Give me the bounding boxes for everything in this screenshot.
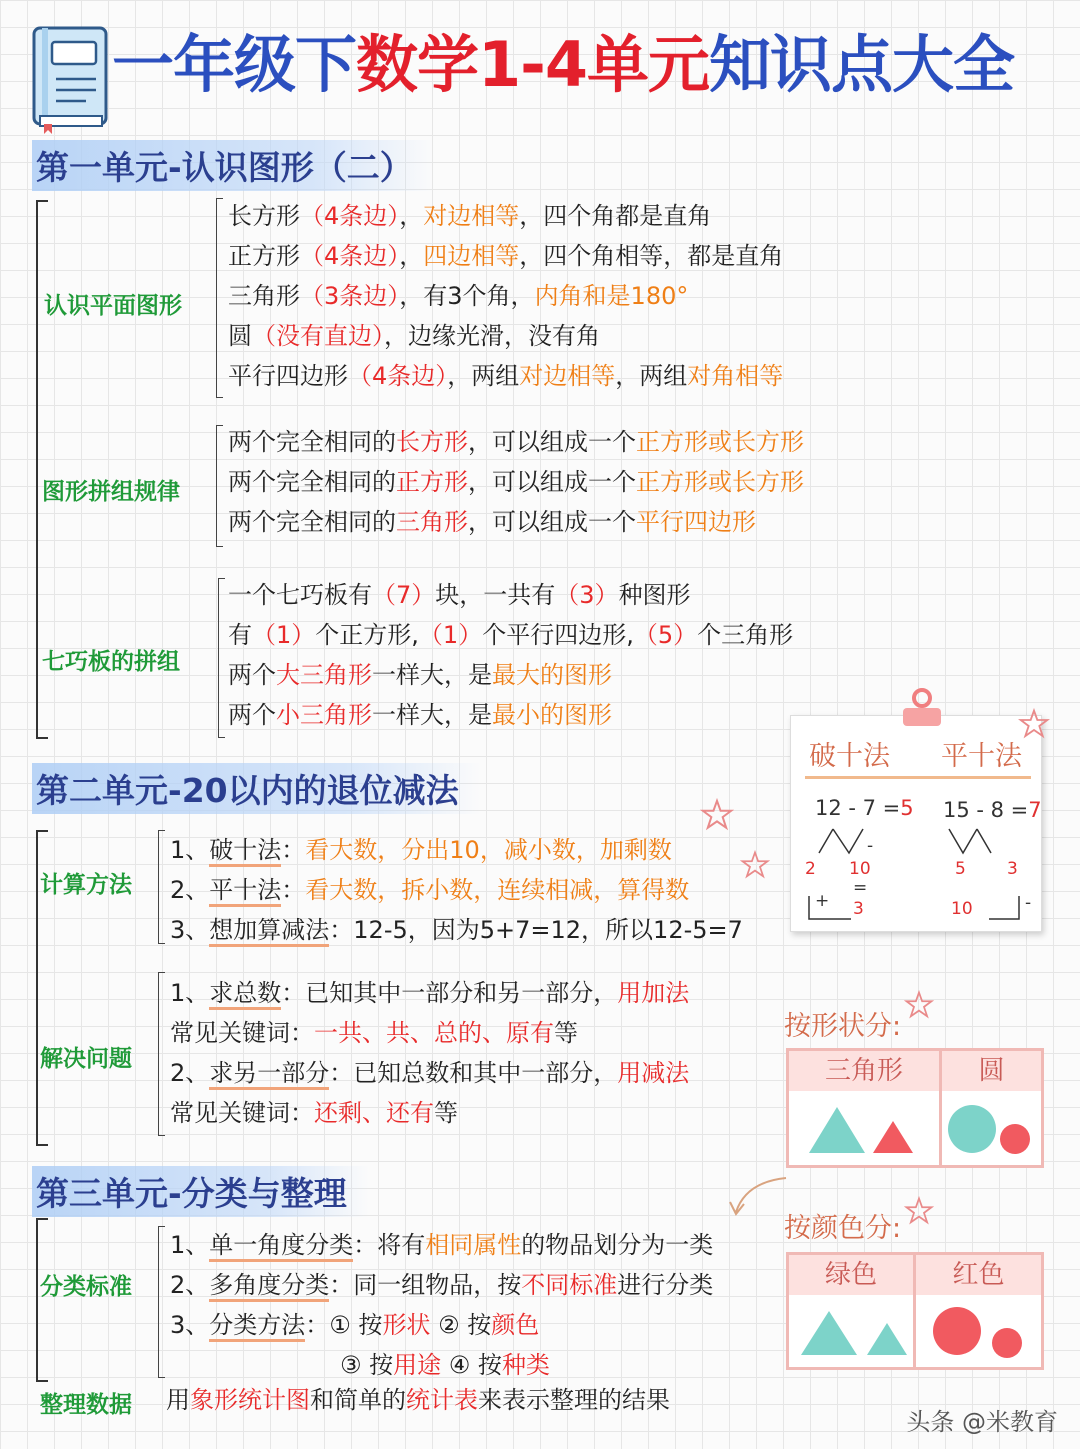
unit1-title: 第一单元-认识图形（二） (32, 140, 435, 191)
num-3b: 3 (1007, 859, 1018, 879)
unit3-cat1-line3: 3、分类方法：① 按形状 ② 按颜色 (170, 1305, 713, 1345)
unit1-cat1-line4: 圆（没有直边），边缘光滑，没有角 (228, 322, 600, 350)
unit2-cat1-line3: 3、想加算减法：12-5，因为5+7=12，所以12-5=7 (170, 910, 743, 950)
minus-sign: - (1025, 893, 1032, 913)
card-head-pingshi: 平十法 (941, 741, 1022, 772)
unit1-cat3-line4: 两个小三角形一样大，是最小的图形 (228, 701, 612, 729)
unit3-cat1-line1: 1、单一角度分类：将有相同属性的物品划分为一类 (170, 1225, 713, 1265)
unit1-cat2-bracket (216, 425, 223, 547)
star-icon (1018, 708, 1050, 740)
unit1-cat1-line2: 正方形（4条边），四边相等，四个角相等，都是直角 (228, 242, 784, 270)
shape-col-triangle: 三角形 (789, 1051, 939, 1091)
unit2-cat2-line3: 2、求另一部分：已知总数和其中一部分，用减法 (170, 1053, 689, 1093)
eq1: 12 - 7 =5 (815, 796, 914, 820)
card-divider (805, 776, 1031, 779)
shape-table-shapes (789, 1093, 1041, 1163)
unit3-cat1-bracket (158, 1226, 165, 1378)
title-part1: 一年级下 (112, 28, 357, 101)
title-part3: 知识点大全 (709, 28, 1015, 101)
book-icon (30, 24, 110, 134)
equals-mark: = (853, 878, 868, 898)
shape-table (786, 1048, 1044, 1168)
star-icon (740, 850, 770, 880)
star-icon (700, 798, 734, 832)
num-3: 3 (853, 899, 864, 919)
unit1-cat3-lines (228, 575, 793, 735)
page-title (112, 22, 1014, 108)
unit2-cat2-line2: 常见关键词：一共、共、总的、原有等 (170, 1019, 578, 1047)
unit1-cat1-line1: 长方形（4条边），对边相等，四个角都是直角 (228, 202, 712, 230)
unit2-cat2-label: 解决问题 (40, 1046, 132, 1072)
unit3-cat2-label: 整理数据 (40, 1392, 132, 1418)
unit1-cat2-line2: 两个完全相同的正方形，可以组成一个正方形或长方形 (228, 468, 804, 496)
unit1-cat3-label: 七巧板的拼组 (42, 649, 180, 675)
color-col-red: 红色 (916, 1255, 1041, 1295)
unit1-cat1-line5: 平行四边形（4条边），两组对边相等，两组对角相等 (228, 362, 784, 390)
unit3-title: 第三单元-分类与整理 (32, 1166, 369, 1217)
card-head-poshi: 破十法 (809, 741, 890, 772)
clip-icon (899, 688, 945, 728)
unit3-cat2-line1: 用象形统计图和简单的统计表来表示整理的结果 (166, 1386, 670, 1414)
unit3-cat1-line4: ③ 按用途 ④ 按种类 (340, 1351, 550, 1379)
color-table (786, 1252, 1044, 1370)
unit1-cat1-label: 认识平面图形 (44, 293, 182, 319)
unit2-cat1-bracket (158, 830, 165, 944)
unit1-cat3-bracket (218, 578, 225, 738)
num-5: 5 (955, 859, 966, 879)
unit2-cat1-lines (170, 830, 743, 950)
unit1-cat1-bracket (216, 198, 223, 398)
unit3-cat1-label: 分类标准 (40, 1274, 132, 1300)
num-10b: 10 (951, 899, 973, 919)
unit1-cat2-label: 图形拼组规律 (42, 479, 180, 505)
unit2-cat2-lines (170, 973, 689, 1133)
unit1-cat2-lines (228, 422, 804, 542)
unit1-cat3-line3: 两个大三角形一样大，是最大的图形 (228, 661, 612, 689)
card-diagram (791, 821, 1041, 931)
unit1-cat2-line1: 两个完全相同的长方形，可以组成一个正方形或长方形 (228, 428, 804, 456)
unit3-cat1-line2: 2、多角度分类：同一组物品，按不同标准进行分类 (170, 1265, 713, 1305)
method-card (790, 715, 1042, 932)
minus-sign-small: - (867, 836, 874, 856)
unit2-cat1-line1: 1、破十法：看大数，分出10，减小数，加剩数 (170, 830, 743, 870)
shape-col-circle: 圆 (942, 1051, 1041, 1091)
unit2-cat2-bracket (158, 972, 165, 1136)
unit1-cat1-line3: 三角形（3条边），有3个角，内角和是180° (228, 282, 689, 310)
num-10: 10 (849, 859, 871, 879)
star-icon (904, 1196, 934, 1226)
watermark: 头条 @米教育 (906, 1408, 1058, 1436)
unit1-cat1-lines (228, 196, 783, 396)
color-col-green: 绿色 (789, 1255, 913, 1295)
unit2-cat1-label: 计算方法 (40, 872, 132, 898)
unit1-cat3-line2: 有（1）个正方形,（1）个平行四边形,（5）个三角形 (228, 621, 794, 649)
shape-label: 按形状分: (784, 1011, 902, 1042)
unit3-cat1-lines (170, 1225, 713, 1385)
unit2-cat1-line2: 2、平十法：看大数，拆小数，连续相减，算得数 (170, 870, 743, 910)
num-2: 2 (805, 859, 816, 879)
unit2-cat2-line1: 1、求总数：已知其中一部分和另一部分，用加法 (170, 973, 689, 1013)
color-label: 按颜色分: (784, 1213, 902, 1244)
unit1-cat3-line1: 一个七巧板有（7）块，一共有（3）种图形 (228, 581, 691, 609)
eq2: 15 - 8 =7 (943, 798, 1042, 822)
unit1-cat2-line3: 两个完全相同的三角形，可以组成一个平行四边形 (228, 508, 756, 536)
plus-sign: + (815, 891, 830, 911)
color-table-shapes (789, 1297, 1041, 1367)
unit2-title: 第二单元-20以内的退位减法 (32, 763, 481, 814)
star-icon (904, 990, 934, 1020)
title-part2: 数学1-4单元 (356, 28, 710, 101)
unit2-cat2-line4: 常见关键词：还剩、还有等 (170, 1099, 458, 1127)
